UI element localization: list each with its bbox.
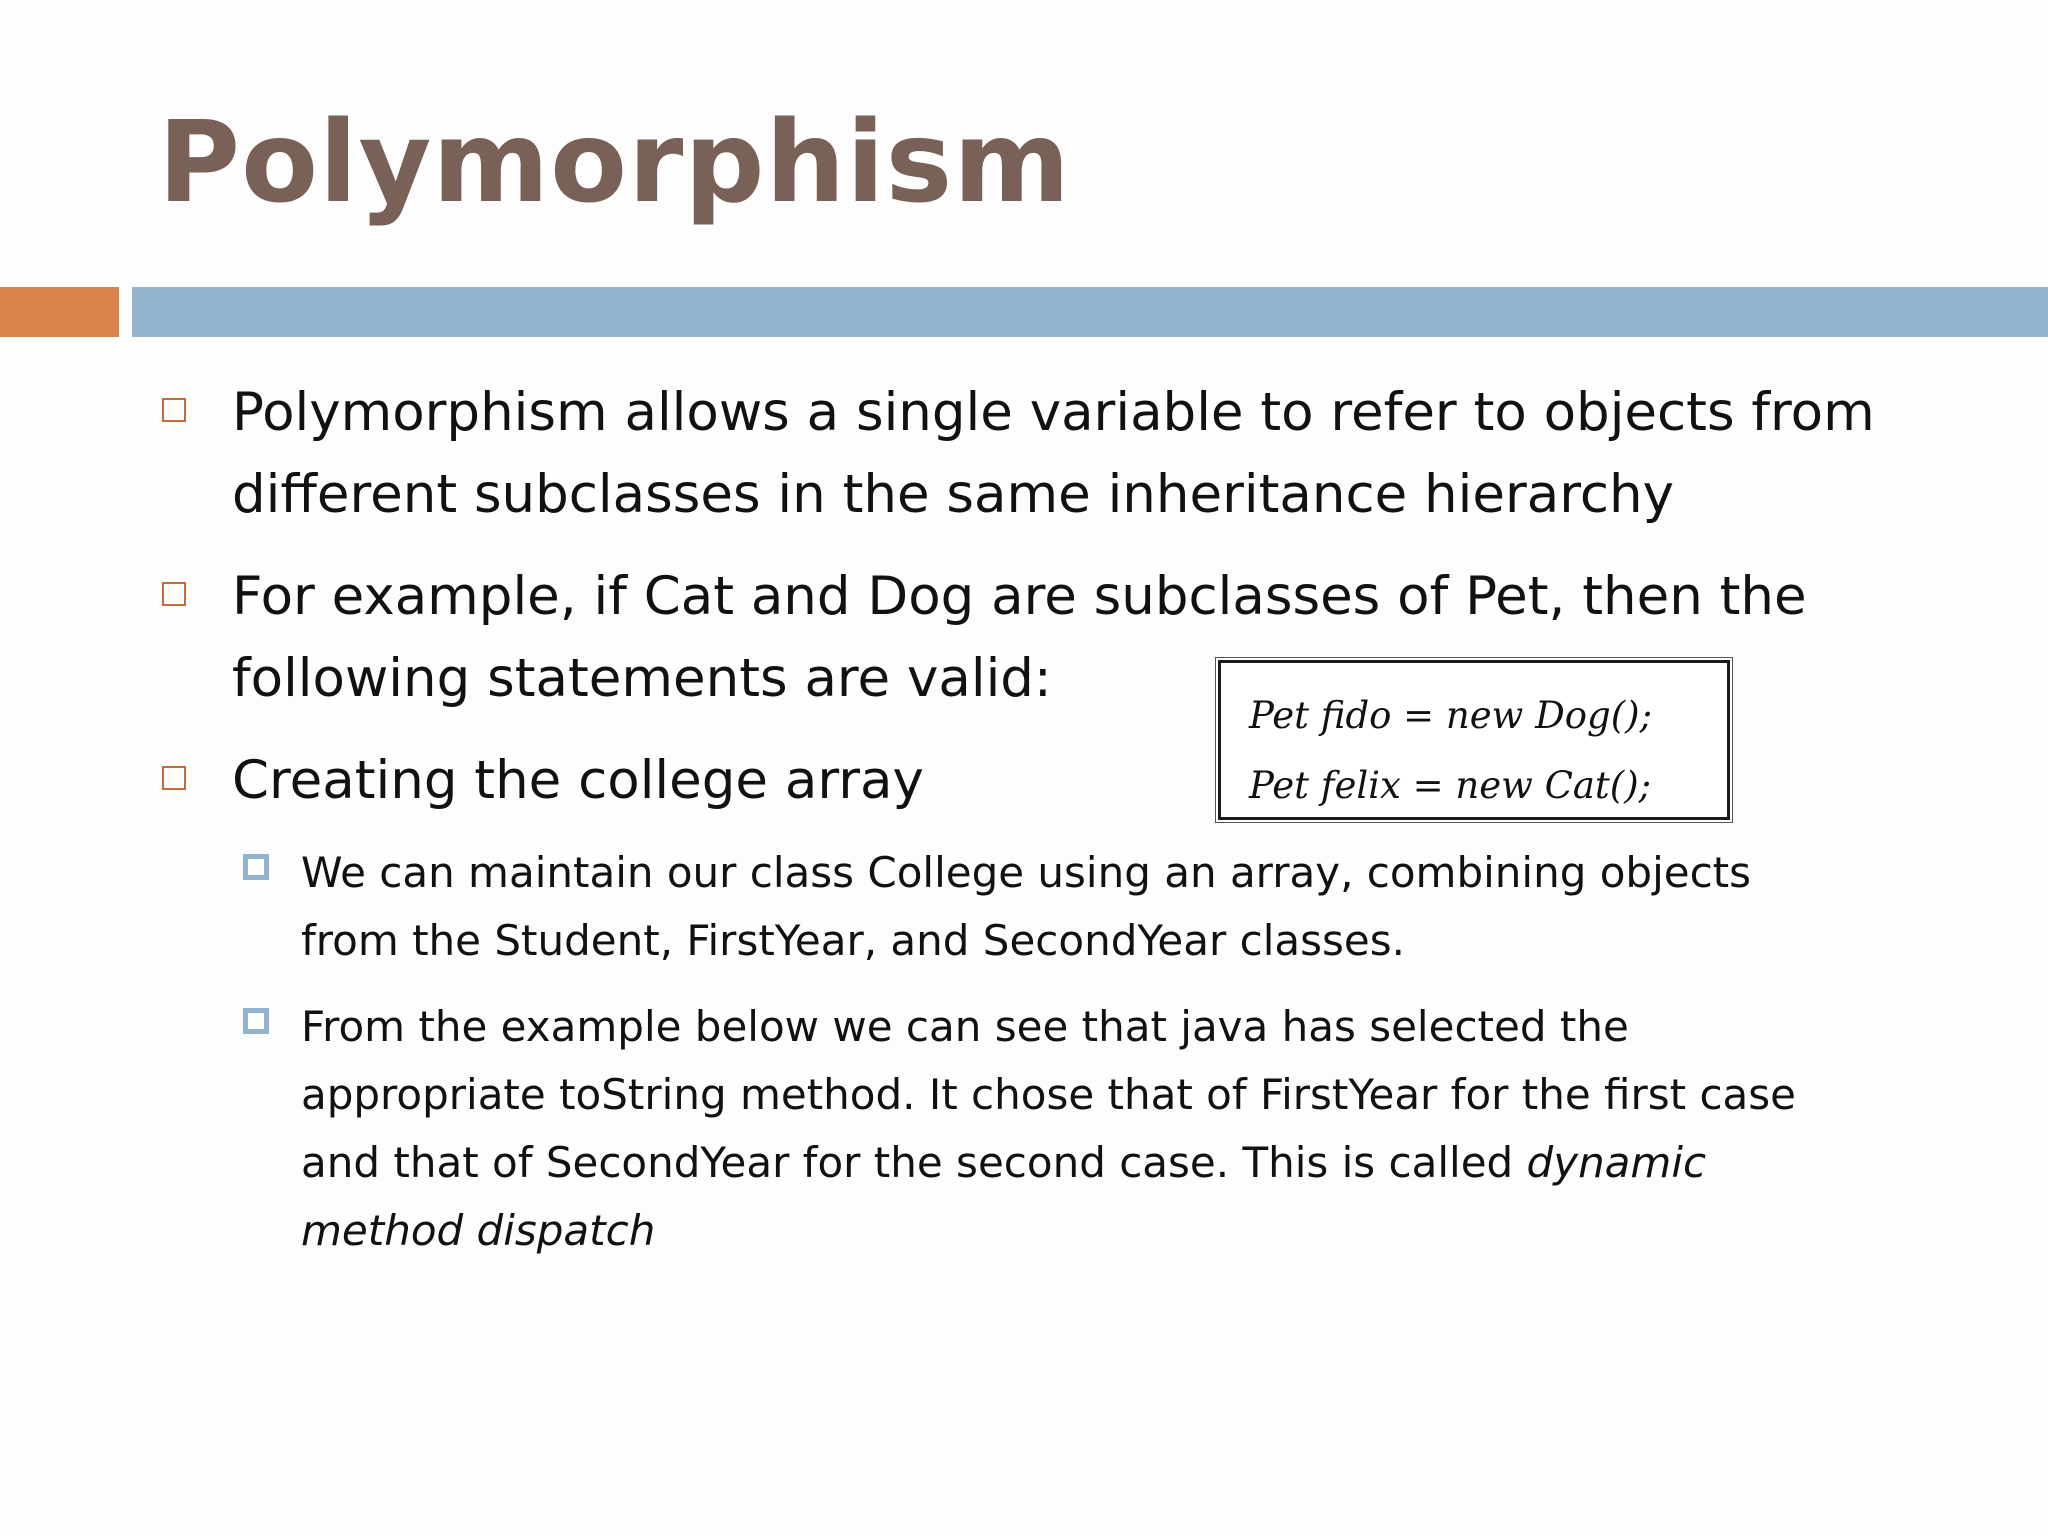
code-snippet-box [1218,660,1730,820]
sub-bullet-college-class [243,839,1751,975]
hollow-square-bullet-icon [162,582,186,606]
title-divider-bar [132,287,2048,337]
sub-bullet-line-text: and that of SecondYear for the second case. This is called [301,1138,1527,1187]
code-line-felix: Pet felix = new Cat(); [1249,764,1652,807]
sub-bullet-line [301,1197,1796,1265]
bullet-line: For example, if Cat and Dog are subclasses of Pet, then the [232,566,1807,627]
emphasis-method-dispatch: method dispatch [301,1206,656,1255]
emphasis-dynamic: dynamic [1526,1138,1707,1187]
bullet-line: different subclasses in the same inheritance hierarchy [232,464,1674,525]
code-line-fido: Pet fido = new Dog(); [1249,694,1653,737]
slide-title: Polymorphism [158,98,1071,228]
filled-square-bullet-icon [243,1008,269,1034]
sub-bullet-line: appropriate toString method. It chose that of FirstYear for the first case [301,1070,1797,1119]
filled-square-bullet-icon [243,854,269,880]
sub-bullet-line: We can maintain our class College using an array, combining objects [301,848,1752,897]
bullet-college-array [162,740,924,822]
sub-bullet-tostring-dispatch [243,993,1796,1265]
hollow-square-bullet-icon [162,398,186,422]
bullet-line: Creating the college array [232,750,924,811]
hollow-square-bullet-icon [162,766,186,790]
bullet-polymorphism-definition [162,372,1875,536]
bullet-line: following statements are valid: [232,648,1052,709]
sub-bullet-line [301,1129,1796,1197]
sub-bullet-line: From the example below we can see that java has selected the [301,1002,1629,1051]
title-accent-bar [0,287,119,337]
bullet-line: Polymorphism allows a single variable to refer to objects from [232,382,1875,443]
sub-bullet-line: from the Student, FirstYear, and SecondYear classes. [301,916,1405,965]
